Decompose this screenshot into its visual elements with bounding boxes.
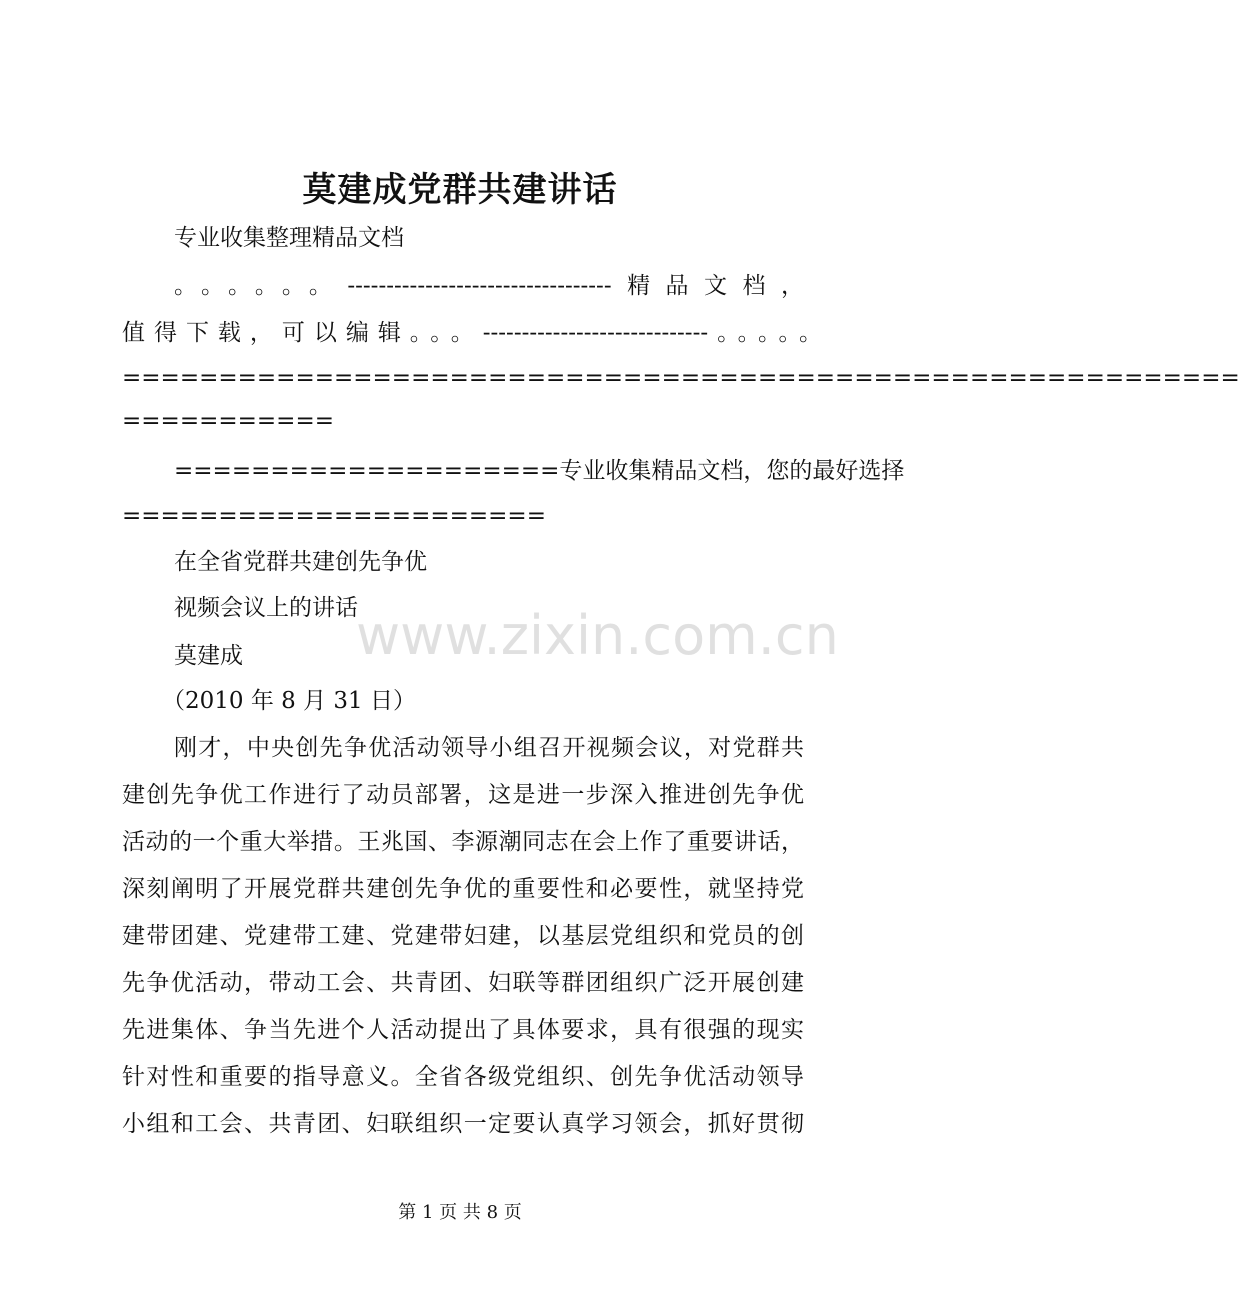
- header-line-collection: 专业收集整理精品文档: [174, 225, 404, 251]
- header-line-equals-3: ======================: [122, 503, 546, 529]
- body-line: 建创先争优工作进行了动员部署，这是进一步深入推进创先争优: [122, 782, 804, 808]
- body-line: 先争优活动，带动工会、共青团、妇联等群团组织广泛开展创建: [122, 970, 804, 996]
- speech-date: （2010 年 8 月 31 日）: [162, 688, 416, 714]
- body-line: 小组和工会、共青团、妇联组织一定要认真学习领会，抓好贯彻: [122, 1111, 804, 1137]
- header-line-equals-1: ==========================================================: [122, 365, 1240, 391]
- speaker-name: 莫建成: [174, 643, 243, 669]
- header-line-best-choice: ====================专业收集精品文档，您的最好选择: [174, 458, 905, 484]
- body-line: 活动的一个重大举措。王兆国、李源潮同志在会上作了重要讲话，: [122, 829, 804, 855]
- body-line: 先进集体、争当先进个人活动提出了具体要求，具有很强的现实: [122, 1017, 804, 1043]
- speech-title-line-2: 视频会议上的讲话: [174, 595, 358, 621]
- body-line: 深刻阐明了开展党群共建创先争优的重要性和必要性，就坚持党: [122, 876, 804, 902]
- header-line-download: 值得下载，可以编辑。。。-----------------------------。。。。。: [122, 320, 822, 346]
- body-line: 刚才，中央创先争优活动领导小组召开视频会议，对党群共: [174, 735, 804, 761]
- page-indicator: 第 1 页 共 8 页: [398, 1202, 522, 1223]
- body-line: 针对性和重要的指导意义。全省各级党组织、创先争优活动领导: [122, 1064, 804, 1090]
- header-line-equals-2: ===========: [122, 408, 334, 434]
- speech-title-line-1: 在全省党群共建创先争优: [174, 549, 427, 575]
- document-title: 莫建成党群共建讲话: [302, 170, 618, 210]
- body-line: 建带团建、党建带工建、党建带妇建，以基层党组织和党员的创: [122, 923, 804, 949]
- watermark: www.zixin.com.cn: [356, 604, 839, 667]
- header-line-dots-dashes: 。。。。。。----------------------------------精品文档，: [174, 273, 804, 299]
